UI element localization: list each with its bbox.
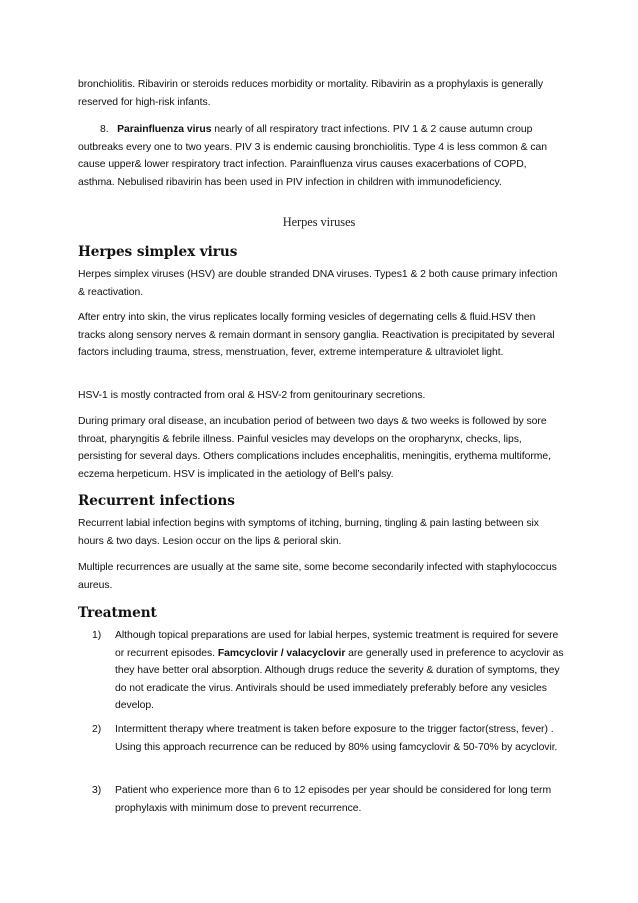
- treatment-item-text: Intermittent therapy where treatment is taken before exposure to the trigger factor(stress, fever) . Using this approach recurrence can be reduced by 80% using famcyclovir & 50-70% by acyclovir.: [115, 724, 558, 753]
- list-item-parainfluenza: [78, 121, 564, 191]
- parainfluenza-term: Parainfluenza virus: [117, 124, 212, 135]
- treatment-item-number: 3): [92, 785, 102, 796]
- intro-paragraph: bronchiolitis. Ribavirin or steroids reduces morbidity or mortality. Ribavirin as a prophylaxis is generally reserved for high-risk infants.: [78, 79, 544, 108]
- list-item-body: [78, 121, 564, 191]
- treatment-heading: Treatment: [78, 605, 157, 621]
- hsv-paragraph-3: HSV-1 is mostly contracted from oral & HSV-2 from genitourinary secretions.: [78, 390, 426, 401]
- treatment-item-text: Patient who experience more than 6 to 12 episodes per year should be considered for long term prophylaxis with minimum dose to prevent recurrence.: [115, 785, 552, 814]
- hsv-paragraph-1: Herpes simplex viruses (HSV) are double stranded DNA viruses. Types1 & 2 both cause primary infection & reactivation.: [78, 269, 558, 298]
- list-number: 8.: [100, 124, 109, 135]
- hsv-heading: Herpes simplex virus: [78, 244, 238, 260]
- recurrent-paragraph-1: Recurrent labial infection begins with symptoms of itching, burning, tingling & pain lasting between six hours & two days. Lesion occur on the lips & perioral skin.: [78, 518, 539, 547]
- section-title: Herpes viruses: [282, 215, 356, 229]
- parainfluenza-text: nearly of all respiratory tract infections. PIV 1 & 2 cause autumn croup outbreaks every one to two years. PIV 3 is endemic causing bronchiolitis. Type 4 is less common & can cause upper& lower respiratory tract infection. Parainfluenza virus causes exacerbations of COPD, asthma. Nebulised ribavirin has been used in PIV infection in children with immunodeficiency.: [78, 124, 547, 188]
- recurrent-paragraph-2: Multiple recurrences are usually at the same site, some become secondarily infected with staphylococcus aureus.: [78, 562, 557, 591]
- drug-names: Famcyclovir / valacyclovir: [217, 647, 346, 659]
- hsv-paragraph-4: During primary oral disease, an incubation period of between two days & two weeks is followed by sore throat, pharyngitis & febrile illness. Painful vesicles may develops on the oropharynx, checks, lips, persisting for several days. Others complications includes encephalitis, meningitis, erythema multiforme, eczema herpeticum. HSV is implicated in the aetiology of Bell’s palsy.: [78, 416, 551, 480]
- hsv-paragraph-2: After entry into skin, the virus replicates locally forming vesicles of degernating cells & fluid.HSV then tracks along sensory nerves & remain dormant in sensory ganglia. Reactivation is precipitated by several factors including trauma, stress, menstruation, fever, extreme intemperature & ultraviolet light.: [78, 312, 555, 359]
- treatment-item-number: 2): [92, 724, 102, 735]
- recurrent-heading: Recurrent infections: [78, 493, 235, 509]
- treatment-item-text: Although topical preparations are used for labial herpes, systemic treatment is required for severe or recurrent episodes. Famcyclovir / valacyclovir are generally used in preference to acyclovir as they have better oral absorption. Although drugs reduce the severity & duration of symptoms, they do not eradicate the virus. Antivirals should be used immediately preferably before any vesicles develop.: [115, 630, 564, 712]
- treatment-item-number: 1): [92, 630, 102, 641]
